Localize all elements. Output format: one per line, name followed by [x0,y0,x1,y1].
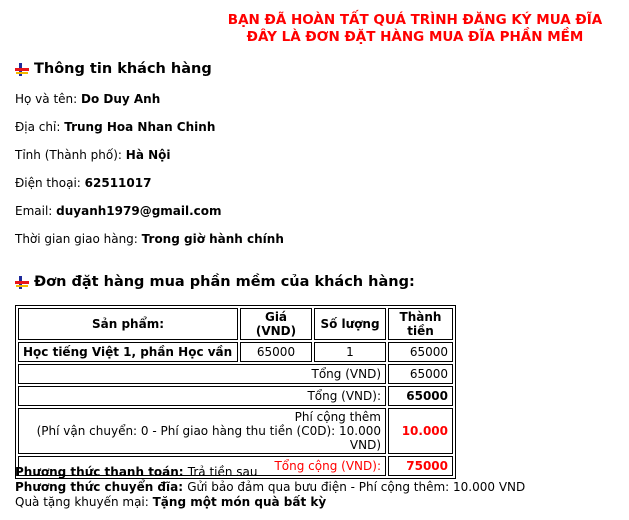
item-product: Học tiếng Việt 1, phần Học vần [18,342,238,362]
subtotal-label: Tổng (VND) [18,364,386,384]
table-row [18,342,453,362]
col-qty: Số lượng [314,308,386,340]
extra-fee-label [18,408,386,454]
confirmation-header [205,12,625,46]
field-value: Trong giờ hành chính [141,232,284,246]
grand-total-label: Tổng cộng (VND): [18,456,386,476]
field-label: Email: [15,204,57,218]
customer-phone-row [15,176,151,190]
gift-label: Quà tặng khuyến mại: [15,495,153,509]
delivery-time-row [15,232,284,246]
col-price: Giá (VND) [240,308,312,340]
customer-section-title-text: Thông tin khách hàng [34,61,212,77]
customer-city-row [15,148,171,162]
shipping-method-label: Phương thức chuyển đĩa: [15,480,188,494]
colored-bullet-icon [15,63,29,76]
order-section-title [15,274,415,290]
field-value: Trung Hoa Nhan Chinh [64,120,216,134]
field-value: Do Duy Anh [81,92,161,106]
table-header-row [18,308,453,340]
total-label: Tổng (VND): [18,386,386,406]
col-amount: Thành tiền [388,308,453,340]
total-row [18,386,453,406]
payment-method-value: Trả tiền sau [187,465,258,479]
field-label: Địa chỉ: [15,120,65,134]
header-line-1: BẠN ĐÃ HOÀN TẤT QUÁ TRÌNH ĐĂNG KÝ MUA ĐĨA [227,12,603,28]
customer-address-row [15,120,215,134]
extra-fee-label-line-2: (Phí vận chuyển: 0 - Phí giao hàng thu tiền (C0D): 10.000 VND) [36,424,381,452]
header-line-2: ĐÂY LÀ ĐƠN ĐẶT HÀNG MUA ĐĨA PHẦN MỀM [246,29,584,45]
customer-email-row [15,204,222,218]
subtotal-value: 65000 [388,364,453,384]
extra-fee-row [18,408,453,454]
order-table [15,305,456,479]
field-label: Tỉnh (Thành phố): [15,148,126,162]
item-amount: 65000 [388,342,453,362]
item-qty: 1 [314,342,386,362]
gift-row [15,495,326,509]
field-value: 62511017 [84,176,152,190]
field-value: Hà Nội [125,148,171,162]
order-section-title-text: Đơn đặt hàng mua phần mềm của khách hàng: [34,274,415,290]
total-value: 65000 [388,386,453,406]
extra-fee-label-line-1: Phí cộng thêm [294,410,381,424]
payment-method-row [15,465,258,479]
colored-bullet-icon [15,276,29,289]
field-value: duyanh1979@gmail.com [56,204,222,218]
shipping-method-value: Gửi bảo đảm qua bưu điện - Phí cộng thêm: 10.000 VND [187,480,526,494]
field-label: Họ và tên: [15,92,81,106]
gift-value: Tặng một món quà bất kỳ [152,495,327,509]
grand-total-value: 75000 [388,456,453,476]
subtotal-row [18,364,453,384]
item-price: 65000 [240,342,312,362]
shipping-method-row [15,480,525,494]
customer-section-title [15,61,212,77]
col-product: Sản phẩm: [18,308,238,340]
field-label: Thời gian giao hàng: [15,232,142,246]
field-label: Điện thoại: [15,176,85,190]
extra-fee-value: 10.000 [388,408,453,454]
payment-method-label: Phương thức thanh toán: [15,465,188,479]
customer-name-row [15,92,160,106]
